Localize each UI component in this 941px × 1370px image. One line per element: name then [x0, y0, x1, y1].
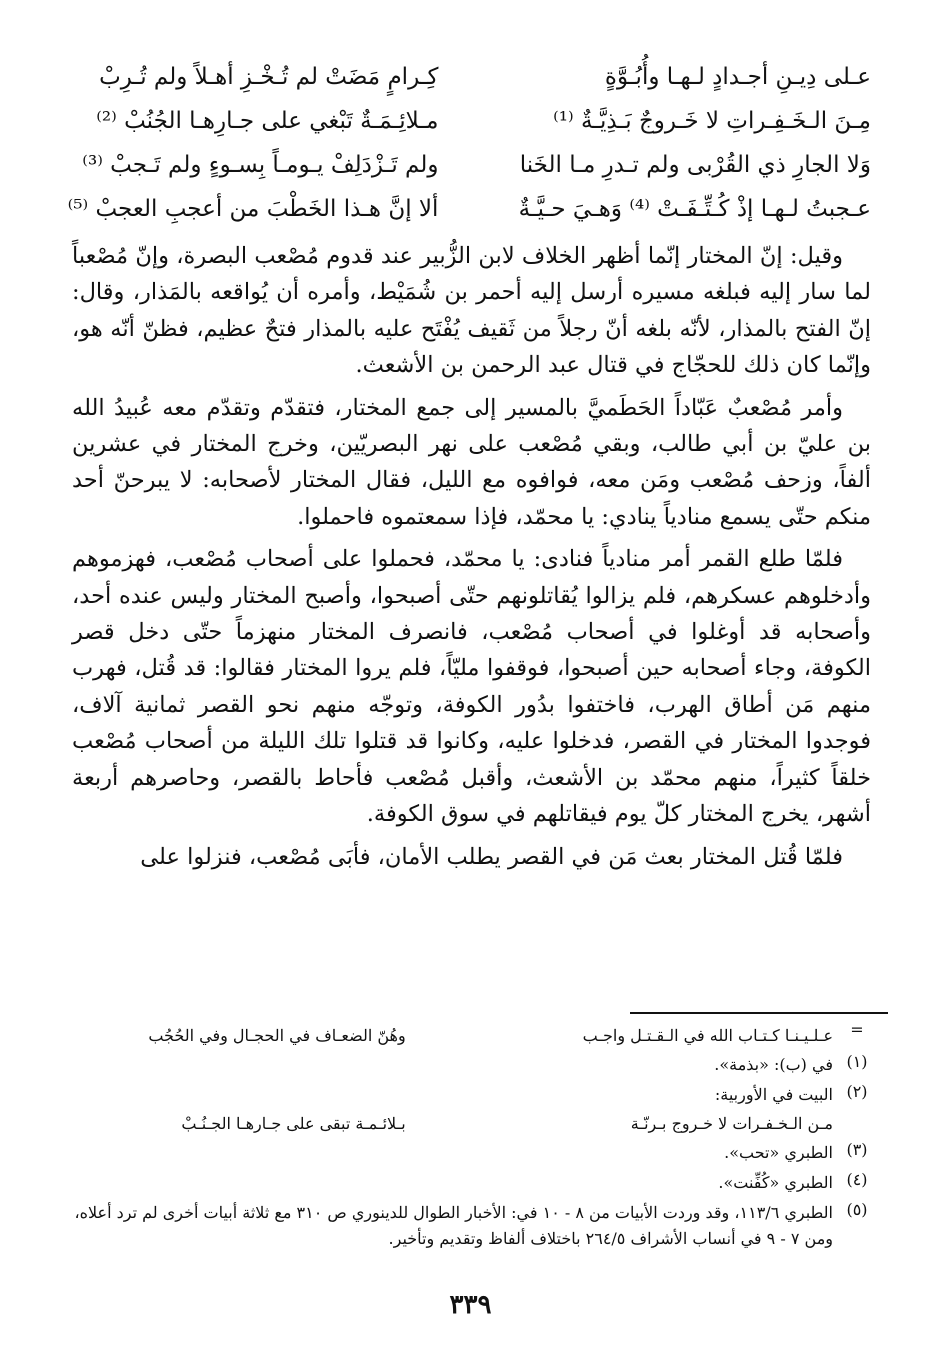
- footnote-text: البيت في الأوربية:: [714, 1085, 833, 1104]
- page-number: ٣٣٩: [449, 1290, 492, 1320]
- footnote-text: الطبري ١١٣/٦، وقد وردت الأبيات من ٨ - ١٠ في: الأخبار الطوال للدينوري ص ٣١٠ مع ثلاثة أبيات أخرى لم ترد أعلاه، ومن ٧ - ٩ في أنساب الأشراف ٢٦٤/٥ باختلاف ألفاظ وتقديم وتأخير.: [74, 1203, 833, 1248]
- verse-first-hemistich: مِـنَ الـخَـفِـراتِ لا خَـروجٌ بَـذِيَّـةٌ ⁽¹⁾: [553, 108, 871, 134]
- poem-verse: [70, 143, 871, 187]
- footnote-separator: [630, 1012, 888, 1014]
- footnote-item: [70, 1052, 881, 1082]
- verse-second-hemistich: وهُنّ الضعـاف في الحجـال وفي الحُجُب: [148, 1026, 406, 1045]
- poem-verse: [67, 187, 871, 231]
- verse-second-hemistich: كِـرامٍ مَضَتْ لم تُـخْـزِ أهـلاً ولم تُـرِبْ: [99, 64, 439, 90]
- footnote-number: (٤): [846, 1170, 868, 1189]
- footnote-number: (٣): [846, 1140, 868, 1159]
- paragraph: فلمّا طلع القمر أمر منادياً فنادى: يا محمّد، فحملوا على أصحاب مُصْعب، فهزموهم وأدخلوهم عسكرهم، فلم يزالوا يُقاتلونهم حتّى أصبحوا، وأصبح المختار وليس عنده أحد، وأصحابه قد أوغلوا في أصحاب مُصْعب، فانصرف المختار منهزماً حتّى دخل قصر الكوفة، وجاء أصحابه حين أصبحوا، فوقفوا مليّاً، فلم يروا المختار فقالوا: قد قُتل، فهرب منهم مَن أطاق الهرب، فاختفوا بدُور الكوفة، وتوجّه منهم نحو القصر ثمانية آلاف، فوجدوا المختار في القصر، فدخلوا عليه، وكانوا قد قتلوا تلك الليلة من أصحاب مُصْعب خلقاً كثيراً، منهم محمّد بن الأشعث، وأقبل مُصْعب فأحاط بالقصر، وحاصرهم أربعة أشهر، يخرج المختار كلّ يوم فيقاتلهم في سوق الكوفة.: [72, 546, 871, 828]
- footnote-text: في (ب): «بذمة».: [714, 1055, 833, 1074]
- footnote-verse: [70, 1020, 833, 1052]
- paragraph: وأمر مُصْعبٌ عَبّاداً الحَطَميَّ بالمسير إلى جمع المختار، فتقدّم وتقدّم معه عُبيدُ الله بن عليّ بن أبي طالب، وبقي مُصْعب على نهر البصريّين، وخرج المختار في عشرين ألفاً، وزحف مُصْعب ومَن معه، فوافوه مع الليل، فقال المختار لأصحابه: لا يبرحنّ أحد منكم حتّى يسمع منادياً ينادي: يا محمّد، فإذا سمعتموه فاحملوا.: [72, 394, 871, 530]
- footnotes: [70, 1020, 881, 1252]
- poem-verse: [70, 99, 871, 143]
- footnote-continuation: [70, 1020, 881, 1052]
- verse-first-hemistich: وَلا الجارِ ذي القُرْبى ولم تـدرِ مـا الخَنا: [519, 152, 871, 178]
- verse-first-hemistich: عـلـيـنـا كـتـاب الله في الـقـتـل واجـب: [582, 1026, 833, 1045]
- footnote-number: (٢): [846, 1082, 868, 1101]
- footnote-text: الطبري «كُفِّنت».: [718, 1173, 833, 1192]
- continuation-mark: =: [850, 1020, 864, 1039]
- poem-verse: [70, 55, 871, 99]
- footnote-item: [70, 1200, 881, 1252]
- footnote-text: الطبري «تحب».: [724, 1143, 833, 1162]
- paragraph: وقيل: إنّ المختار إنّما أظهر الخلاف لابن الزُّبير عند قدوم مُصْعب البصرة، وإنّ مُصْعباً لما سار إليه فبلغه مسيره أرسل إليه أحمر بن شُمَيْط، وأمره أن يُواقعه بالمَذار، وقال: إنّ الفتح بالمذار، لأنّه بلغه أنّ رجلاً من ثَقيف يُفْتَح عليه بالمذار فتحٌ عظيم، فظنّ أنّه هو، وإنّما كان ذلك للحجّاج في قتال عبد الرحمن بن الأشعث.: [72, 243, 871, 379]
- footnote-number: (٥): [846, 1200, 868, 1219]
- verse-first-hemistich: عـلى دِيـنِ أجـدادٍ لـهـا وأُبُـوَّةٍ: [604, 64, 871, 90]
- footnote-number: (١): [846, 1052, 868, 1071]
- paragraph: فلمّا قُتل المختار بعث مَن في القصر يطلب الأمان، فأبَى مُصْعب، فنزلوا على: [140, 843, 843, 870]
- footnote-verse: [70, 1108, 833, 1140]
- verse-first-hemistich: مـن الـخـفـرات لا خـروج بـرنّـة: [630, 1114, 833, 1133]
- verse-first-hemistich: عـجبتُ لـهـا إذْ كُـتِّـفَـتْ ⁽⁴⁾ وَهـيَ حـيَّـةٌ: [518, 196, 871, 222]
- footnote-item: [70, 1140, 881, 1170]
- verse-second-hemistich: مـلائِـمَـةٌ تَبْغي على جـارِهـا الجُنُبْ ⁽²⁾: [96, 108, 439, 134]
- footnote-item: [70, 1082, 881, 1140]
- verse-second-hemistich: بـلائـمـة تبقى على جـارهـا الجـنُـبْ: [181, 1114, 406, 1133]
- body-text: [72, 238, 871, 881]
- verse-second-hemistich: ألا إنَّ هـذا الخَطْبَ من أعجبِ العجبْ ⁽⁵⁾: [67, 196, 439, 222]
- footnote-item: [70, 1170, 881, 1200]
- poem-block: [67, 55, 871, 231]
- verse-second-hemistich: ولم تَـزْدَلِفْ يـومـاً بِسـوءٍ ولم تَـجبْ ⁽³⁾: [82, 152, 439, 178]
